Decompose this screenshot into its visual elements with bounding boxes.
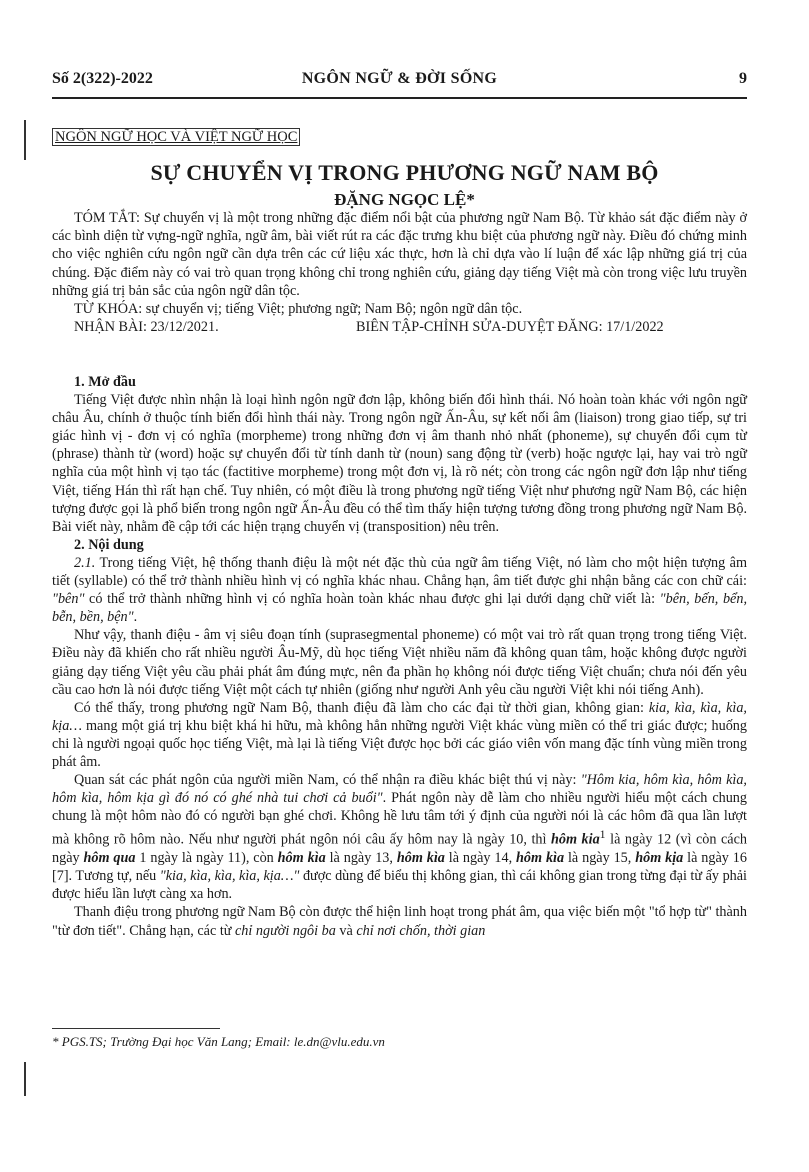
text: mang một giá trị khu biệt khá hi hữu, mà không hẳn những người Việt khác vùng miền có thể tri giác được; huống chi là người ngoại quốc học tiếng Việt, mà lại là tiếng Việt được học bởi các giáo viên vốn mang đặc tính vùng miền trong phát âm. (52, 717, 747, 770)
section-heading: 1. Mở đầu (74, 374, 136, 390)
margin-mark (24, 1062, 26, 1096)
text: là ngày 16 [7]. Tương tự, nếu (52, 850, 747, 885)
keywords: TỪ KHÓA: sự chuyển vị; tiếng Việt; phương ngữ; Nam Bộ; ngôn ngữ dân tộc. (74, 301, 523, 318)
term: hôm qua (83, 850, 136, 867)
text: là ngày 12 (vì còn cách ngày (52, 832, 747, 867)
text: là ngày 14, (444, 850, 517, 867)
received-date: NHẬN BÀI: 23/12/2021. (74, 319, 219, 336)
quote: "kia, kìa, kìa, kìa, kịa…" (159, 868, 300, 885)
text: Trong tiếng Việt, hệ thống thanh điệu là một nét đặc thù của ngữ âm tiếng Việt, nó làm cho một hiện tượng âm tiết (syllable) có thể trở thành nhiều hình vị có nghĩa khác nhau. Chẳng hạn, âm tiết được ghi nhận bằng các con chữ cái: (52, 554, 747, 590)
paragraph: Tiếng Việt được nhìn nhận là loại hình ngôn ngữ đơn lập, không biến đổi hình thái. Nó hoàn toàn khác với ngôn ngữ châu Âu, chính ở thuộc tính biến đổi hình thái này. Trong ngôn ngữ Ấn-Âu, sự kết nối âm (liaison) trong giao tiếp, sự tri giác hình vị - đơn vị có nghĩa (morpheme) trong những đơn vị âm thanh nhỏ nhất (phoneme), sự chuyển đổi cụm từ (phrase) thành từ (word) hoặc sự chuyển đổi từ tính danh từ (noun) sang động từ (verb) hoặc ngược lại, hay vai trò ngữ nghĩa của một hình vị tạo tác (factitive morpheme) trong một đơn vị, là rõ nét; còn trong các ngôn ngữ đơn lập như tiếng Việt, tiếng Hán thì rất hạn chế. Tuy nhiên, có một điều là trong phương ngữ tiếng Việt như phương ngữ Nam Bộ, các hiện tượng được gọi là phổ biến trong ngôn ngữ Ấn-Âu đều có thể tìm thấy hiện tượng tương đồng trong phương ngữ Nam Bộ. Bài viết này, nhằm đề cập tới các hiện trạng chuyển vị (transposition) nêu trên. (52, 392, 747, 535)
running-header (52, 70, 747, 94)
publication-dates (52, 318, 747, 336)
page-number: 9 (739, 70, 747, 87)
term: hôm kịa (635, 850, 684, 867)
text: . Phát ngôn này dễ làm cho nhiều người hiểu một cách chung chung là một hôm nào đó có người bạn ghé chơi. Không hề lưu tâm tới ý định của người nói là các hôm đã qua lần lượt mà không rõ hôm nào. Nếu như người phát ngôn nói câu ấy hôm nay là ngày 10, thì (52, 790, 747, 849)
text: và (335, 922, 357, 939)
header-rule (52, 97, 747, 99)
text: Quan sát các phát ngôn của người miền Nam, có thể nhận ra điều khác biệt thú vị này: (74, 772, 581, 789)
quote: chỉ người ngôi ba (235, 922, 336, 939)
term: hôm kia (550, 832, 600, 849)
text: là ngày 15, (564, 850, 636, 867)
subsection-number: 2.1. (74, 554, 96, 571)
margin-mark (24, 120, 26, 160)
quote: kia, kìa, kìa, kìa, kịa… (52, 699, 747, 734)
term: hôm kìa (396, 850, 445, 867)
footnote-rule (52, 1028, 220, 1029)
article-body (52, 373, 747, 940)
quote: "bên, bến, bển, bễn, bền, bện" (52, 591, 747, 626)
text: Thanh điệu trong phương ngữ Nam Bộ còn được thể hiện linh hoạt trong phát âm, qua việc biến một "tổ hợp từ" thành "từ đơn tiết". Chẳng hạn, các từ (52, 904, 747, 939)
quote: "bên" (52, 591, 85, 608)
article-title: SỰ CHUYỂN VỊ TRONG PHƯƠNG NGỮ NAM BỘ (150, 160, 659, 185)
article-author: ĐẶNG NGỌC LỆ* (334, 190, 475, 209)
journal-title: NGÔN NGỮ & ĐỜI SỐNG (301, 70, 498, 87)
paragraph (52, 554, 747, 626)
text: là ngày 13, (325, 850, 397, 867)
text: Có thể thấy, trong phương ngữ Nam Bộ, thanh điệu đã làm cho các đại từ thời gian, không gian: (74, 699, 649, 716)
paragraph: Như vậy, thanh điệu - âm vị siêu đoạn tính (suprasegmental phoneme) có một vai trò rất quan trọng trong tiếng Việt. Điều này đã khiến cho rất nhiều người Âu-Mỹ, dù học tiếng Việt nhiều năm đã không quan tâm, hoặc không được người giảng dạy tiếng Việt yêu cầu phải phát âm đúng mực, nên đa phần họ không nói được tiếng Việt chuẩn; chưa nói đến yêu cầu cao hơn là nói được tiếng Việt một cách tự nhiên (giống như người Anh yêu cầu người Việt khi nói tiếng Anh). (52, 627, 747, 698)
section-heading: 2. Nội dung (74, 536, 144, 553)
edited-date: BIÊN TẬP-CHỈNH SỬA-DUYỆT ĐĂNG: 17/1/2022 (356, 319, 664, 336)
abstract-summary: TÓM TẮT: Sự chuyển vị là một trong những đặc điểm nổi bật của phương ngữ Nam Bộ. Từ khảo sát đặc điểm này ở các bình diện từ vựng-ngữ nghĩa, ngữ âm, bài viết rút ra các đặc trưng khu biệt của phương ngữ này. Điều đó chứng minh cho việc nghiên cứu ngôn ngữ cần dựa trên các cứ liệu xác thực, hơn là chỉ dựa vào lí luận để xác lập những giá trị của chúng. Đặc điểm này có vai trò quan trọng không chỉ trong nghiên cứu, giảng dạy tiếng Việt mà còn trong việc lưu truyền những giá trị bản sắc của ngôn ngữ dân tộc. (52, 210, 747, 299)
text: được dùng để biểu thị không gian, thì cái không gian trong từng đại từ ấy phải được hiểu lần lượt càng xa hơn. (52, 868, 747, 903)
term: hôm kìa (277, 850, 326, 867)
paragraph (52, 699, 747, 771)
text: có thể trở thành những hình vị có nghĩa hoàn toàn khác nhau được ghi lại dưới dạng chữ viết là: (84, 591, 660, 608)
section-label: NGÔN NGỮ HỌC VÀ VIỆT NGỮ HỌC (52, 128, 300, 146)
issue-number: Số 2(322)-2022 (52, 70, 153, 87)
paragraph (52, 903, 747, 939)
footnote-ref: 1 (599, 827, 606, 842)
text: . (133, 609, 138, 626)
quote: "Hôm kia, hôm kìa, hôm kìa, hôm kìa, hôm kịa gì đó nó có ghé nhà tui chơi cả buổi" (52, 772, 747, 807)
term: hôm kìa (516, 850, 565, 867)
text: 1 ngày là ngày 11), còn (135, 850, 278, 867)
abstract-block (52, 209, 747, 336)
author-footnote: * PGS.TS; Trường Đại học Văn Lang; Email: le.dn@vlu.edu.vn (52, 1034, 385, 1049)
paragraph (52, 771, 747, 903)
quote: chỉ nơi chốn, thời gian (356, 922, 486, 939)
